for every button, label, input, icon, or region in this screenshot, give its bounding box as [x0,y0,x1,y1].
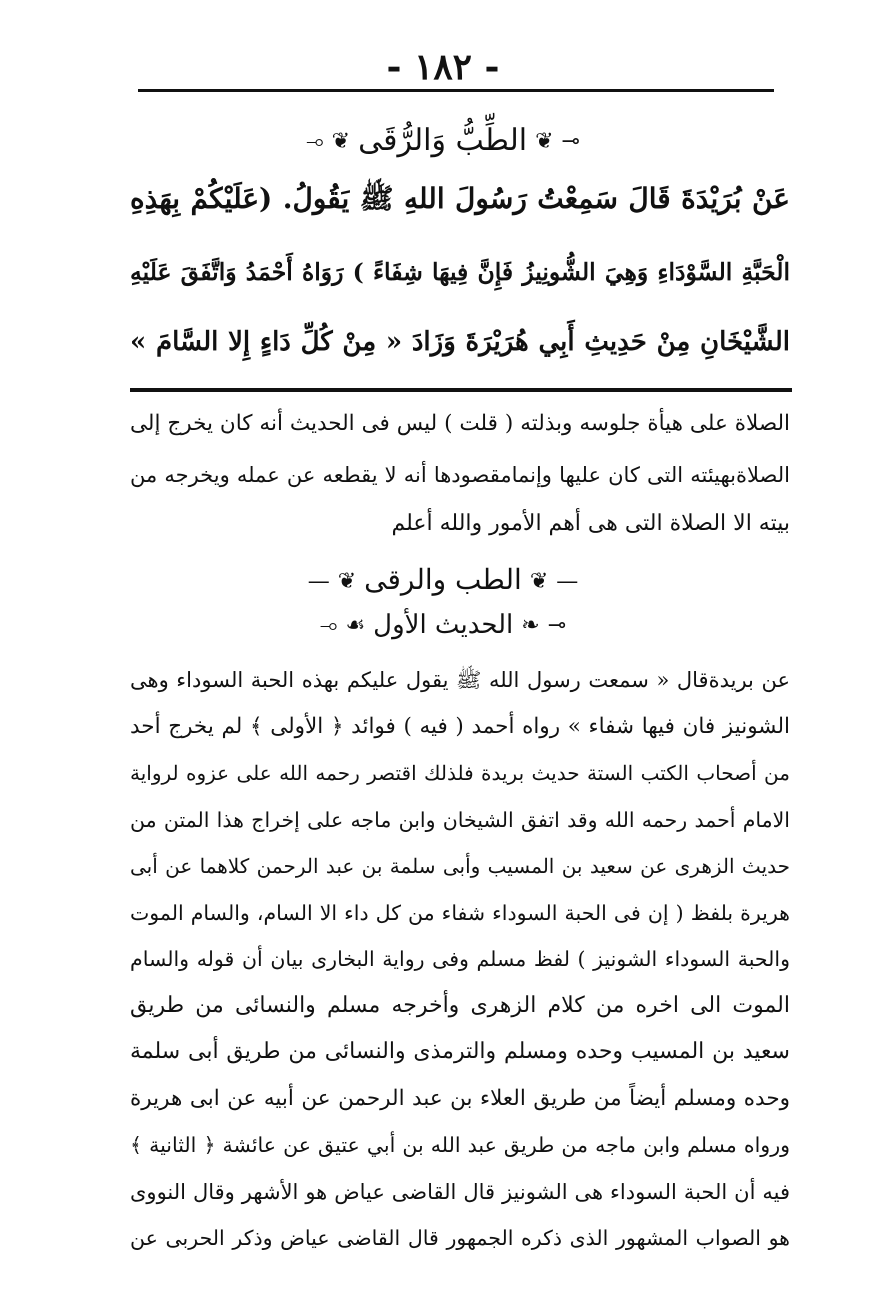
commentary-line-10: وحده ومسلم أيضاً من طريق العلاء بن عبد الرحمن عن أبيه عن ابى هريرة [130,1086,790,1111]
commentary-line-6: هريرة بلفظ ( إن فى الحبة السوداء شفاء من كل داء الا السام، والسام الموت [130,901,790,925]
divider-rule [130,388,792,392]
subsection-title-row [0,607,886,644]
commentary-top-line-3: بيته الا الصلاة التى هى أهم الأمور والله أعلم [391,511,790,536]
dash-right: — [556,568,579,594]
ornament-right-icon: ❦ [529,568,549,594]
dash-left: — [307,568,330,594]
ornament-left-icon: ❦ [331,129,351,154]
commentary-line-2: الشونيز فان فيها شفاء » رواه أحمد ( فيه ) فوائد ﴿ الأولى ﴾ لم يخرج أحد [130,714,790,739]
subsection-title: الحديث الأول [373,610,514,640]
commentary-line-13: هو الصواب المشهور الذى ذكره الجمهور قال القاضى عياض وذكر الحربى عن [130,1226,790,1250]
page-number: - ١٨٢ - [386,46,500,88]
section-title: الطب والرقى [364,563,522,596]
commentary-line-4: الامام أحمد رحمه الله وقد اتفق الشيخان وابن ماجه على إخراج هذا المتن من [130,808,790,832]
commentary-line-3: من أصحاب الكتب الستة حديث بريدة فلذلك اقتصر رحمه الله على عزوه لرواية [130,761,790,785]
commentary-line-1: عن بريدةقال « سمعت رسول الله ﷺ يقول عليكم بهذه الحبة السوداء وهى [130,668,790,692]
commentary-top-line-1: الصلاة على هيأة جلوسه وبذلته ( قلت ) ليس فى الحديث أنه كان يخرج إلى [130,411,790,436]
header-rule [138,89,774,92]
header-title-row [0,121,886,162]
hadith-line-2: الْحَبَّةِ السَّوْدَاءِ وَهِيَ الشُّونِيزُ فَإِنَّ فِيهَا شِفَاءً ) رَوَاهُ أَحْمَدُ وَاتَّفَقَ عَلَيْهِ [130,258,790,286]
dash-right: ⊸ [547,613,567,638]
hadith-line-1: عَنْ بُرَيْدَةَ قَالَ سَمِعْتُ رَسُولَ اللهِ ﷺ يَقُولُ. (عَلَيْكُمْ بِهَذِهِ [130,182,790,215]
dash-ornament-right: ⊸ [561,129,580,154]
commentary-line-7: والحبة السوداء الشونيز ) لفظ مسلم وفى رواية البخارى بيان أن قوله والسام [130,947,790,971]
dash-ornament-left: ⟜ [306,129,324,154]
section-title-row [0,561,886,601]
dash-left: ⟜ [319,613,338,638]
hadith-line-3: الشَّيْخَانِ مِنْ حَدِيثِ أَبِي هُرَيْرَةَ وَزَادَ « مِنْ كُلِّ دَاءٍ إِلا السَّامَ » [130,327,790,357]
commentary-line-5: حديث الزهرى عن سعيد بن المسيب وأبى سلمة بن عبد الرحمن كلاهما عن أبى [130,854,790,878]
header-title: الطِّبُّ وَالرُّقَى [358,123,528,158]
ornament-left-icon: ❦ [337,568,357,594]
ornament-right-icon: ❧ [521,613,540,638]
commentary-line-8: الموت الى اخره من كلام الزهرى وأخرجه مسلم والنسائى من طريق [130,993,790,1018]
commentary-line-11: ورواه مسلم وابن ماجه من طريق عبد الله بن أبي عتيق عن عائشة ﴿ الثانية ﴾ [130,1133,790,1157]
ornament-left-icon: ☙ [345,613,366,638]
commentary-line-12: فيه أن الحبة السوداء هى الشونيز قال القاضى عياض هو الأشهر وقال النووى [130,1180,790,1204]
commentary-top-line-2: الصلاةبهيئته التى كان عليها وإنمامقصودها أنه لا يقطعه عن عمله ويخرجه من [130,463,790,487]
ornament-right-icon: ❦ [535,129,554,154]
commentary-line-9: سعيد بن المسيب وحده ومسلم والترمذى والنسائى من طريق أبى سلمة [130,1039,790,1064]
